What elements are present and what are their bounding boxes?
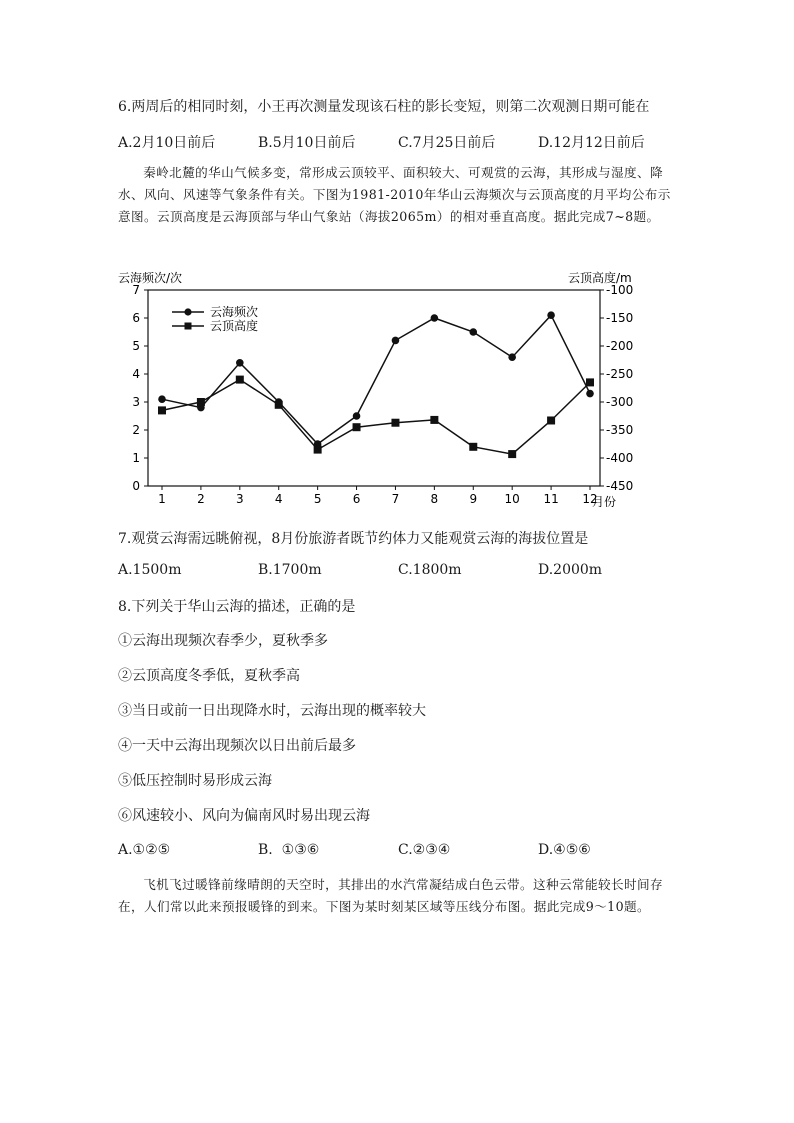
q7-stem: 7.观赏云海需远眺俯视，8月份旅游者既节约体力又能观赏云海的海拔位置是 <box>118 531 589 547</box>
point-cloud-top-height <box>469 443 477 451</box>
cloud-sea-chart <box>112 262 672 510</box>
q7-option-a[interactable]: A.1500m <box>118 562 182 578</box>
point-cloud-top-height <box>586 378 594 386</box>
right-tick-label: -300 <box>606 395 634 409</box>
point-frequency <box>353 412 361 420</box>
right-tick-label: -150 <box>606 311 634 325</box>
q8-stem: 8.下列关于华山云海的描述，正确的是 <box>118 599 356 615</box>
q7-option-d[interactable]: D.2000m <box>538 562 603 578</box>
point-cloud-top-height <box>391 419 399 427</box>
point-cloud-top-height <box>547 416 555 424</box>
point-cloud-top-height <box>314 446 322 454</box>
left-tick-label: 5 <box>132 339 140 353</box>
left-tick-label: 7 <box>132 283 140 297</box>
x-tick-label: 10 <box>504 492 520 506</box>
q8-item-1: ①云海出现频次春季少，夏秋季多 <box>118 633 328 649</box>
point-frequency <box>431 314 439 322</box>
q8-option-c[interactable]: C.②③④ <box>398 842 451 858</box>
point-cloud-top-height <box>353 423 361 431</box>
q8-item-4: ④一天中云海出现频次以日出前后最多 <box>118 738 356 754</box>
q8-option-d[interactable]: D.④⑤⑥ <box>538 842 591 858</box>
q6-stem: 6.两周后的相同时刻，小王再次测量发现该石柱的影长变短，则第二次观测日期可能在 <box>118 99 650 115</box>
x-tick-label: 11 <box>543 492 559 506</box>
right-tick-label: -350 <box>606 423 634 437</box>
q8-item-6: ⑥风速较小、风向为偏南风时易出现云海 <box>118 808 370 824</box>
x-tick-label: 9 <box>469 492 478 506</box>
q6-option-a[interactable]: A.2月10日前后 <box>118 135 216 151</box>
q8-option-a[interactable]: A.①②⑤ <box>118 842 171 858</box>
q8-option-b[interactable]: B. ①③⑥ <box>258 842 320 858</box>
x-tick-label: 6 <box>352 492 361 506</box>
y-axis-right-label: 云顶高度/m <box>568 271 632 285</box>
x-tick-label: 8 <box>430 492 439 506</box>
passage-warm-front: 飞机飞过暖锋前缘晴朗的天空时，其排出的水汽常凝结成白色云带。这种云常能较长时间存在，人们常以此来预报暖锋的到来。下图为某时刻某区域等压线分布图。据此完成9～10题。 <box>118 877 663 914</box>
legend-label-frequency: 云海频次 <box>210 305 259 319</box>
left-tick-label: 3 <box>132 395 140 409</box>
left-tick-label: 4 <box>132 367 140 381</box>
left-axis-ticks <box>132 283 148 493</box>
series-markers <box>158 311 594 458</box>
x-tick-label: 3 <box>235 492 244 506</box>
point-cloud-top-height <box>158 406 166 414</box>
point-frequency <box>392 337 400 345</box>
q7-option-b[interactable]: B.1700m <box>258 562 322 578</box>
x-tick-label: 7 <box>391 492 400 506</box>
q8-item-5: ⑤低压控制时易形成云海 <box>118 773 272 789</box>
q6-option-b[interactable]: B.5月10日前后 <box>258 135 356 151</box>
legend-square-icon <box>185 323 192 330</box>
point-frequency <box>158 395 166 403</box>
series-lines <box>162 315 590 454</box>
x-tick-label: 1 <box>158 492 166 506</box>
left-tick-label: 0 <box>132 479 140 493</box>
point-cloud-top-height <box>236 376 244 384</box>
right-tick-label: -400 <box>606 451 634 465</box>
point-cloud-top-height <box>508 450 516 458</box>
legend-label-height: 云顶高度 <box>210 319 259 333</box>
x-tick-label: 12 <box>582 492 598 506</box>
series-line-cloud-top-height <box>162 380 590 454</box>
left-tick-label: 1 <box>132 451 140 465</box>
x-tick-label: 2 <box>197 492 205 506</box>
right-tick-label: -450 <box>606 479 634 493</box>
point-frequency <box>586 390 594 398</box>
point-cloud-top-height <box>275 401 283 409</box>
x-tick-label: 5 <box>313 492 322 506</box>
point-frequency <box>547 311 555 319</box>
right-tick-label: -250 <box>606 367 634 381</box>
point-frequency <box>508 353 516 361</box>
point-frequency <box>236 359 244 367</box>
right-axis-ticks <box>600 283 633 493</box>
legend-circle-icon <box>184 308 191 315</box>
x-axis-label: 月份 <box>592 495 617 509</box>
q7-option-c[interactable]: C.1800m <box>398 562 462 578</box>
right-tick-label: -200 <box>606 339 634 353</box>
y-axis-left-label: 云海频次/次 <box>118 271 183 285</box>
point-cloud-top-height <box>197 398 205 406</box>
point-cloud-top-height <box>430 416 438 424</box>
q6-option-d[interactable]: D.12月12日前后 <box>538 135 645 151</box>
x-axis-ticks <box>158 486 597 506</box>
q6-option-c[interactable]: C.7月25日前后 <box>398 135 496 151</box>
left-tick-label: 6 <box>132 311 140 325</box>
passage-huashan: 秦岭北麓的华山气候多变，常形成云顶较平、面积较大、可观赏的云海，其形成与湿度、降水、风向、风速等气象条件有关。下图为1981-2010年华山云海频次与云顶高度的月平均公布示意图。云顶高度是云海顶部与华山气象站（海拔2065m）的相对垂直高度。据此完成7~8题。 <box>118 165 671 224</box>
point-frequency <box>469 328 477 336</box>
q8-item-2: ②云顶高度冬季低，夏秋季高 <box>118 668 300 684</box>
x-tick-label: 4 <box>274 492 283 506</box>
q8-item-3: ③当日或前一日出现降水时，云海出现的概率较大 <box>118 703 426 719</box>
left-tick-label: 2 <box>132 423 140 437</box>
right-tick-label: -100 <box>606 283 634 297</box>
legend <box>172 304 258 333</box>
